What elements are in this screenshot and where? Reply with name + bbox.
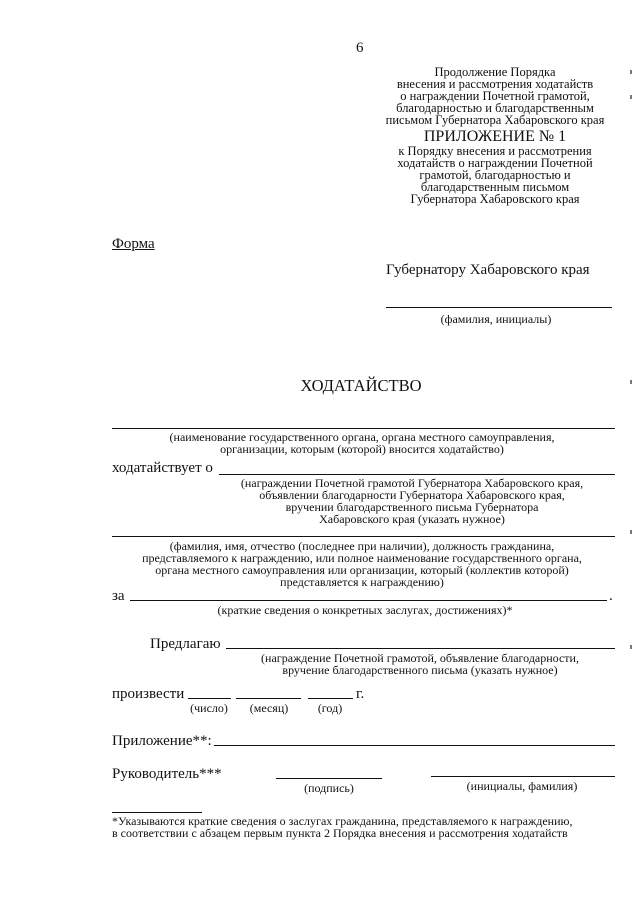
appendix-line: грамотой, благодарностью и [419,168,571,182]
header-line: письмом Губернатора Хабаровского края [385,113,605,127]
header-line: внесения и рассмотрения ходатайств [396,77,594,91]
scan-mark [630,95,632,99]
appendix-title: ПРИЛОЖЕНИЕ № 1 [423,128,567,145]
propose-caption: (награждение Почетной грамотой, объявление благодарности, [261,651,579,665]
organ-name-line[interactable] [112,428,615,429]
propose-caption: вручение благодарственного письма (указать нужное) [282,663,558,677]
signature-line[interactable] [276,778,382,779]
footnote-line: в соответствии с абзацем первым пункта 2 Порядка внесения и рассмотрения ходатайств [112,826,568,840]
nominee-line[interactable] [112,536,615,537]
person-caption: (фамилия, имя, отчество (последнее при наличии), должность гражданина, [169,539,555,553]
day-line[interactable] [188,698,231,699]
scan-mark [630,380,632,384]
year-line[interactable] [308,698,353,699]
name-caption: (инициалы, фамилия) [466,779,578,793]
head-label: Руководитель*** [112,766,222,782]
organ-caption: организации, которым (которой) вносится ходатайство) [220,442,504,456]
scan-mark [630,70,632,74]
year-suffix: г. [356,686,365,702]
for-end: . [609,588,613,604]
signature-caption: (подпись) [304,781,354,795]
addressee: Губернатору Хабаровского края [386,262,590,278]
month-caption: (месяц) [249,701,289,715]
petitions-label: ходатайствует о [112,460,213,476]
footnote-line: *Указываются краткие сведения о заслугах гражданина, представляемого к награждению, [112,814,573,828]
person-caption: органа местного самоуправления или организации, который (коллектив которой) [155,563,569,577]
for-label: за [112,588,125,604]
addressee-caption: (фамилия, инициалы) [440,312,552,326]
award-type-line[interactable] [219,474,615,475]
award-caption: (награждении Почетной грамотой Губернатора Хабаровского края, [240,476,584,490]
organ-caption: (наименование государственного органа, органа местного самоуправления, [169,430,555,444]
scan-mark [630,645,632,649]
appendix-line: ходатайств о награждении Почетной [397,156,593,170]
header-line: о награждении Почетной грамотой, [400,89,590,103]
award-caption: вручении благодарственного письма Губернатора [285,500,539,514]
appendix-line: к Порядку внесения и рассмотрения [398,144,592,158]
year-caption: (год) [317,701,343,715]
merits-caption: (краткие сведения о конкретных заслугах, достижениях)* [217,603,513,617]
footnote-separator [112,812,202,813]
propose-label: Предлагаю [150,636,221,652]
scan-mark [630,530,632,534]
attachment-label: Приложение**: [112,733,212,749]
award-caption: объявлении благодарности Губернатора Хабаровского края, [259,488,565,502]
header-line: Продолжение Порядка [434,65,556,79]
perform-label: произвести [112,686,185,702]
header-line: благодарностью и благодарственным [396,101,594,115]
person-caption: представляется к награждению) [280,575,444,589]
page-number: 6 [356,40,364,56]
proposal-line[interactable] [226,648,615,649]
appendix-line: Губернатора Хабаровского края [410,192,580,206]
month-line[interactable] [236,698,301,699]
award-caption: Хабаровского края (указать нужное) [319,512,505,526]
appendix-line: благодарственным письмом [420,180,570,194]
doc-title: ХОДАТАЙСТВО [300,376,422,395]
form-label: Форма [112,236,155,252]
attachment-line[interactable] [214,745,615,746]
merits-line[interactable] [130,600,607,601]
day-caption: (число) [190,701,228,715]
addressee-name-line[interactable] [386,307,612,308]
name-line[interactable] [431,776,615,777]
person-caption: представляемого к награждению, или полное наименование государственного органа, [142,551,582,565]
